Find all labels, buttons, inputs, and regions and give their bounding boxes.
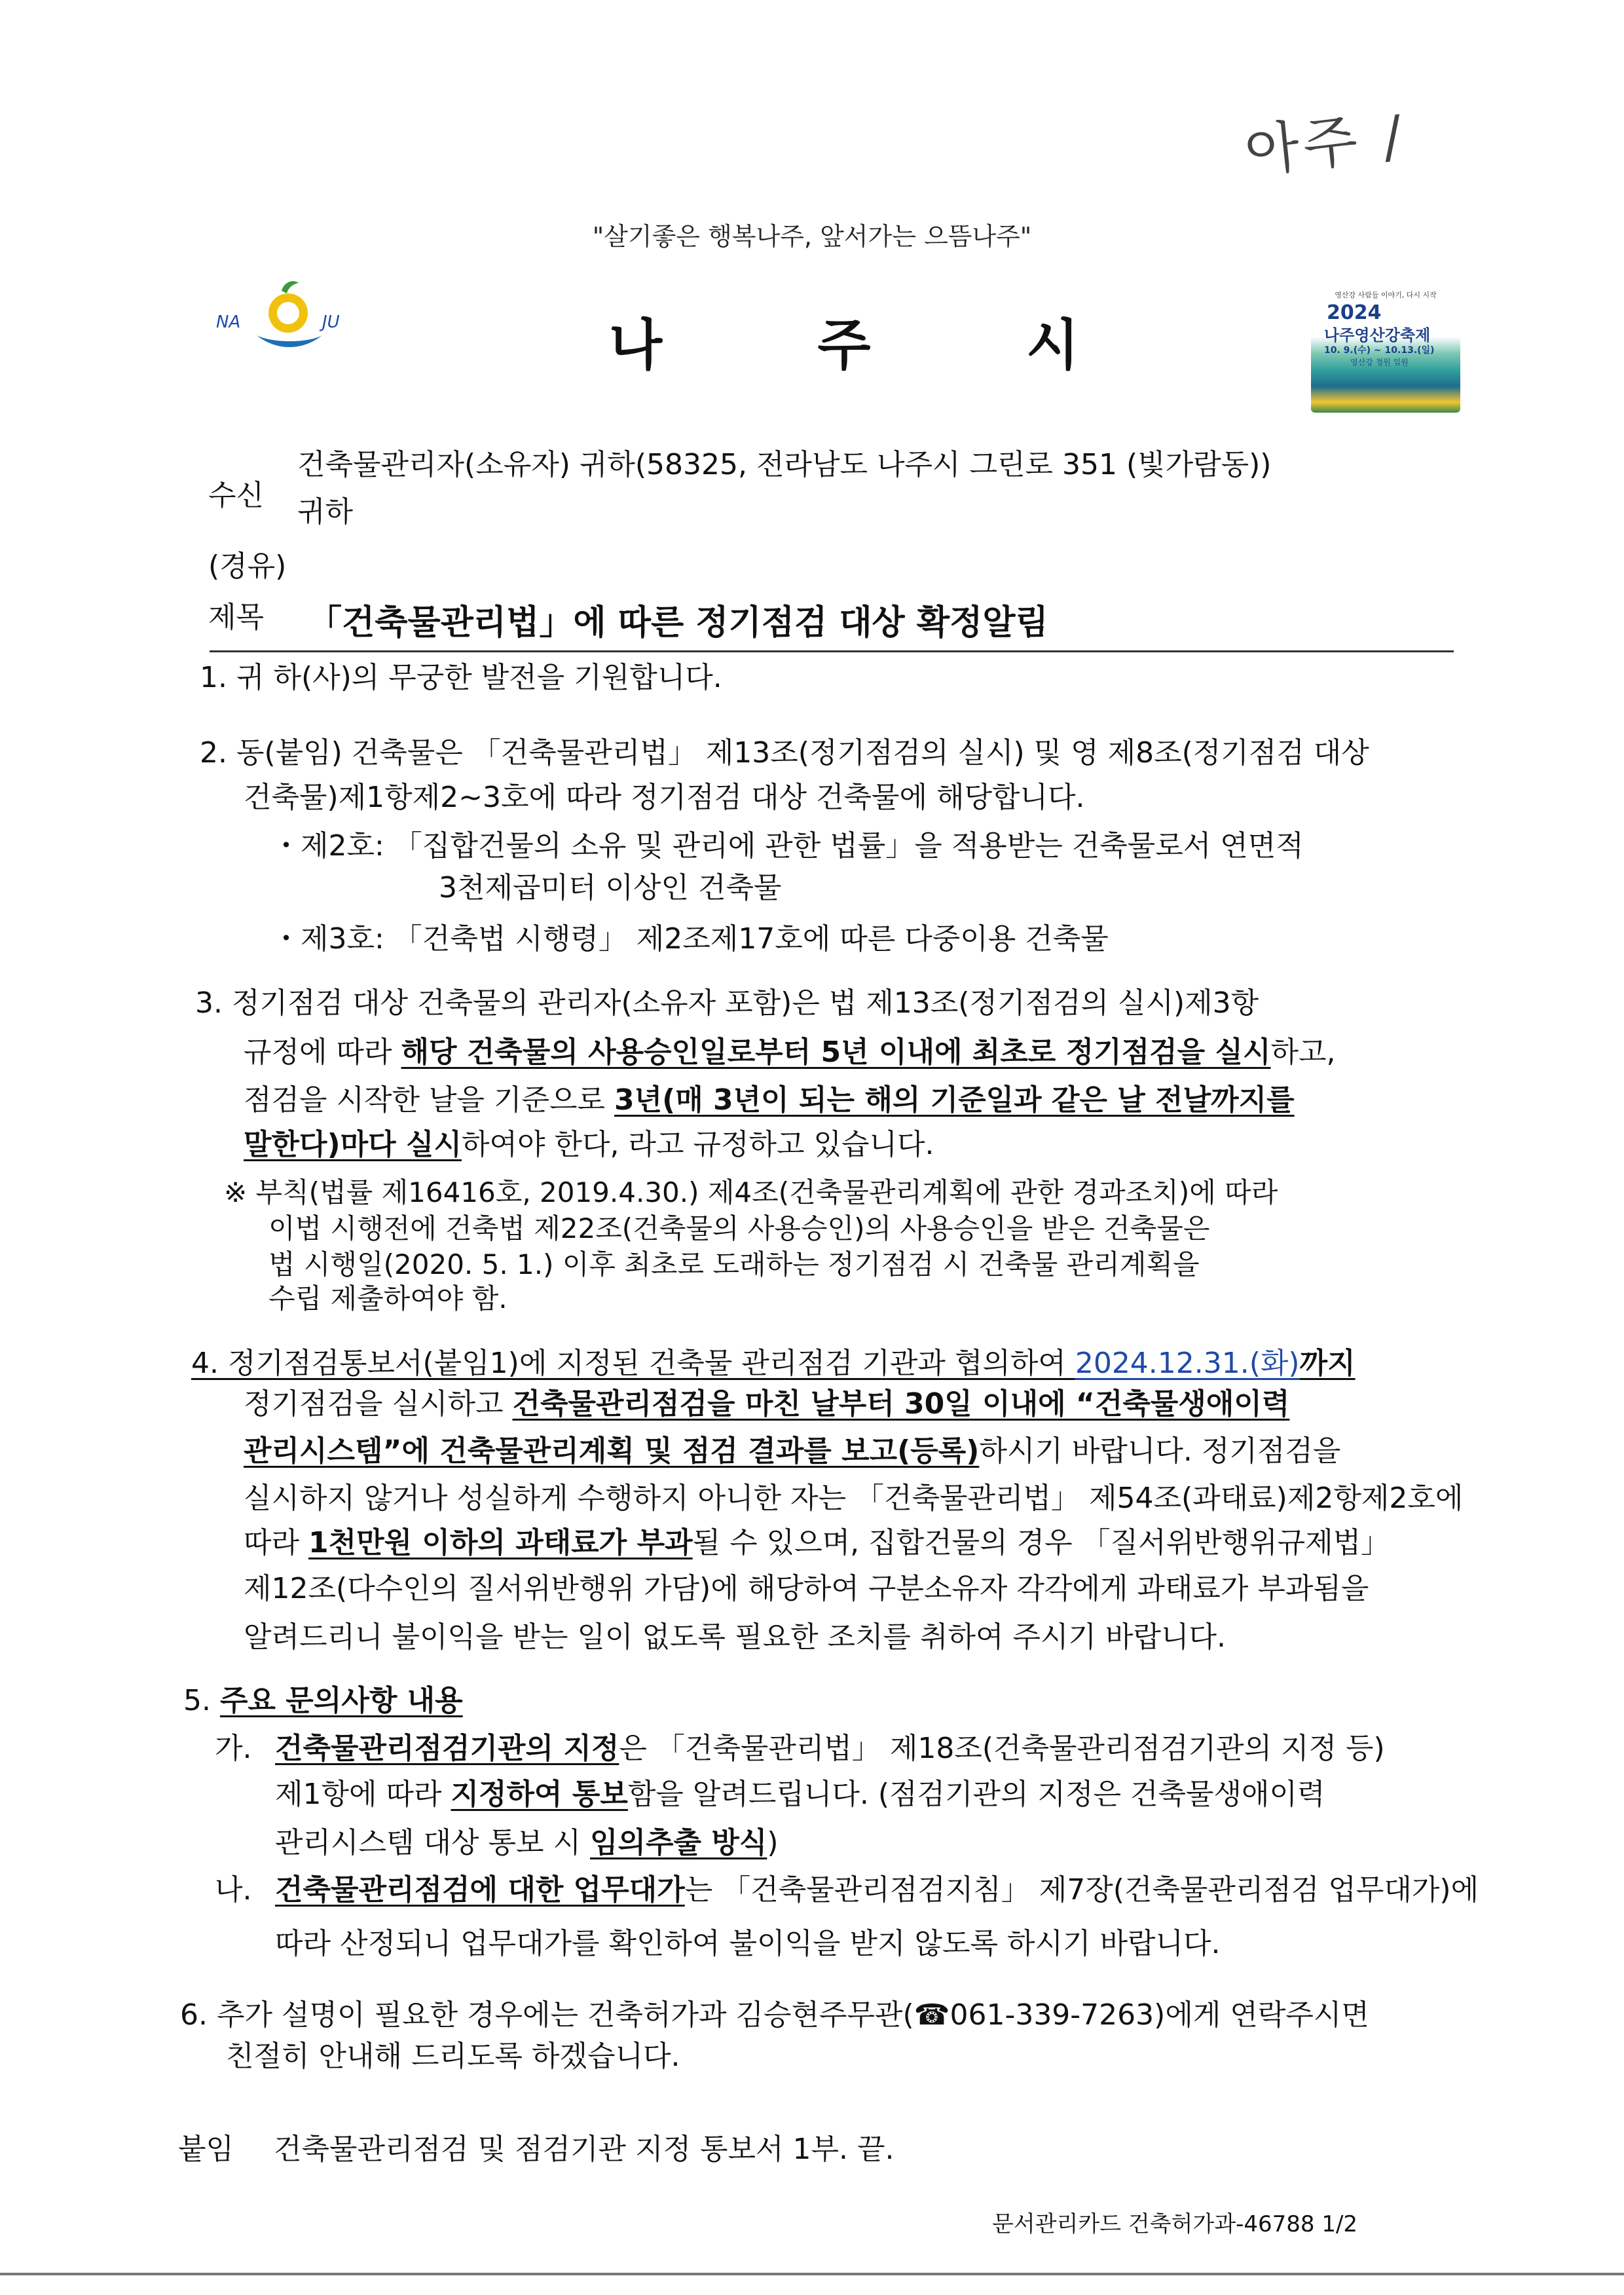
p4-deadline: 2024.12.31.(화) xyxy=(1075,1347,1300,1380)
paragraph-5b-line1 xyxy=(275,1873,1479,1907)
p5-b1-emph: 건축물관리점검에 대한 업무대가 xyxy=(275,1873,685,1907)
paragraph-2-bullet1-cont: 3천제곱미터 이상인 건축물 xyxy=(439,871,782,905)
org-char-1: 나 xyxy=(609,313,664,377)
p3-l2-post: 하고, xyxy=(1270,1036,1336,1069)
paragraph-2-bullet2: ・제3호: 「건축법 시행령」 제2조제17호에 따른 다중이용 건축물 xyxy=(272,922,1109,956)
p4-l2-pre: 정기점검을 실시하고 xyxy=(244,1387,513,1421)
paragraph-6-line2: 친절히 안내해 드리도록 하겠습니다. xyxy=(226,2040,680,2073)
org-char-3: 시 xyxy=(1025,313,1080,377)
naju-logo xyxy=(211,275,355,373)
paragraph-6-line1: 6. 추가 설명이 필요한 경우에는 건축허가과 김승현주무관(☎061-339-7263)에게 연락주시면 xyxy=(180,1998,1369,2032)
recipient-label: 수신 xyxy=(208,479,265,512)
p5-head: 주요 문의사항 내용 xyxy=(219,1684,463,1717)
recipient-line2: 귀하 xyxy=(297,495,354,529)
p4-l3-post: 하시기 바랍니다. 정기점검을 xyxy=(979,1434,1341,1468)
p3-l3-pre: 점검을 시작한 날을 기준으로 xyxy=(244,1083,614,1117)
p5-a1-emph: 건축물관리점검기관의 지정 xyxy=(275,1732,619,1765)
p5-a1-post: 은 「건축물관리법」 제18조(건축물관리점검기관의 지정 등) xyxy=(619,1732,1385,1765)
p3-l3-emph: 3년(매 3년이 되는 해의 기준일과 같은 날 전날까지를 xyxy=(614,1083,1295,1117)
handwritten-note: 아주 / xyxy=(1242,103,1409,185)
page-bottom-rule xyxy=(0,2273,1624,2275)
paragraph-3-note3: 법 시행일(2020. 5. 1.) 이후 최초로 도래하는 정기점검 시 건축물 관리계획을 xyxy=(268,1248,1200,1280)
organization-name xyxy=(609,301,1080,381)
p3-l2-emph: 해당 건축물의 사용승인일로부터 5년 이내에 최초로 정기점검을 실시 xyxy=(401,1036,1271,1069)
p5-a-num: 가. xyxy=(215,1732,252,1765)
p4-l3-emph: 관리시스템”에 건축물관리계획 및 점검 결과를 보고(등록) xyxy=(244,1434,980,1468)
attachment-label: 붙임 xyxy=(178,2133,234,2166)
subject-rule xyxy=(210,650,1454,652)
paragraph-3-note1: ※ 부칙(법률 제16416호, 2019.4.30.) 제4조(건축물관리계획에 관한 경과조치)에 따라 xyxy=(224,1176,1278,1208)
svg-text:NA: NA xyxy=(216,312,241,332)
paragraph-1: 1. 귀 하(사)의 무궁한 발전을 기원합니다. xyxy=(200,661,722,694)
paragraph-4-line4: 실시하지 않거나 성실하게 수행하지 아니한 자는 「건축물관리법」 제54조(과태료)제2항제2호에 xyxy=(244,1482,1464,1515)
paragraph-5-heading xyxy=(183,1684,463,1717)
subject-label: 제목 xyxy=(208,601,265,634)
paragraph-5b-line2: 따라 산정되니 업무대가를 확인하여 불이익을 받지 않도록 하시기 바랍니다. xyxy=(275,1927,1221,1960)
document-footer: 문서관리카드 건축허가과-46788 1/2 xyxy=(992,2211,1358,2237)
paragraph-3-line4 xyxy=(244,1130,934,1159)
paragraph-4-line7: 알려드리니 불이익을 받는 일이 없도록 필요한 조치를 취하여 주시기 바랍니다. xyxy=(244,1620,1226,1654)
svg-text:JU: JU xyxy=(322,312,340,332)
paragraph-3-note2: 이법 시행전에 건축법 제22조(건축물의 사용승인)의 사용승인을 받은 건축물은 xyxy=(268,1212,1210,1244)
paragraph-2-line2: 건축물)제1항제2~3호에 따라 정기점검 대상 건축물에 해당합니다. xyxy=(244,781,1085,814)
paragraph-5a-line2 xyxy=(275,1780,1325,1809)
p5-num: 5. xyxy=(183,1684,211,1717)
p3-l4-post: 하여야 한다, 라고 규정하고 있습니다. xyxy=(461,1128,934,1161)
p5-a2-post: 함을 알려드립니다. (점검기관의 지정은 건축물생애이력 xyxy=(627,1778,1325,1811)
p3-l4-emph: 말한다)마다 실시 xyxy=(244,1128,462,1161)
p5-a3-pre: 관리시스템 대상 통보 시 xyxy=(275,1826,590,1859)
festival-year: 2024 xyxy=(1327,301,1382,324)
paragraph-4-line3 xyxy=(244,1434,1341,1468)
festival-dates: 10. 9.(수) ~ 10.13.(일) xyxy=(1324,345,1435,356)
p4-l1-pre: 4. 정기점검통보서(붙임1)에 지정된 건축물 관리점검 기관과 협의하여 xyxy=(191,1347,1075,1380)
p3-l2-pre: 규정에 따라 xyxy=(244,1036,401,1069)
paragraph-3-line3 xyxy=(244,1083,1295,1117)
p5-b-num: 나. xyxy=(215,1873,252,1907)
paragraph-4-line5 xyxy=(244,1526,1390,1559)
paragraph-2-line1: 2. 동(붙임) 건축물은 「건축물관리법」 제13조(정기점검의 실시) 및 영 제8조(정기점검 대상 xyxy=(200,736,1369,770)
p4-l5-post: 될 수 있으며, 집합건물의 경우 「질서위반행위규제법」 xyxy=(692,1526,1390,1559)
festival-place: 영산강 정원 일원 xyxy=(1350,358,1409,367)
festival-badge xyxy=(1311,282,1460,413)
subject-title: 「건축물관리법」에 따른 정기점검 대상 확정알림 xyxy=(308,603,1048,643)
paragraph-4-line2 xyxy=(244,1387,1290,1421)
p4-l2-emph: 건축물관리점검을 마친 날부터 30일 이내에 “건축물생애이력 xyxy=(512,1387,1290,1421)
recipient-line1: 건축물관리자(소유자) 귀하(58325, 전라남도 나주시 그린로 351 (빛가람동)) xyxy=(297,448,1272,481)
paragraph-3-line1: 3. 정기점검 대상 건축물의 관리자(소유자 포함)은 법 제13조(정기점검의 실시)제3항 xyxy=(195,986,1259,1020)
festival-name: 나주영산강축제 xyxy=(1324,326,1431,345)
p4-l1-post: 까지 xyxy=(1299,1347,1356,1380)
paragraph-3-line2 xyxy=(244,1038,1335,1067)
paragraph-4-line1 xyxy=(191,1349,1356,1378)
p5-a2-pre: 제1항에 따라 xyxy=(275,1778,451,1811)
festival-tagline: 영산강 사람들 이야기, 다시 시작 xyxy=(1335,291,1437,299)
p5-a2-emph: 지정하여 통보 xyxy=(451,1778,628,1811)
org-char-2: 주 xyxy=(817,313,872,377)
paragraph-2-bullet1: ・제2호: 「집합건물의 소유 및 관리에 관한 법률」을 적용받는 건축물로서 연면적 xyxy=(272,829,1304,863)
via-label: (경유) xyxy=(208,550,287,583)
p5-a3-emph: 임의추출 방식 xyxy=(589,1826,767,1859)
paragraph-3-note4: 수립 제출하여야 함. xyxy=(268,1282,507,1315)
p4-fine: 1천만원 이하의 과태료가 부과 xyxy=(308,1526,693,1559)
p5-b1-post: 는 「건축물관리점검지침」 제7장(건축물관리점검 업무대가)에 xyxy=(684,1873,1479,1907)
paragraph-5a-line3 xyxy=(275,1826,779,1859)
p4-l5-pre: 따라 xyxy=(244,1526,308,1559)
slogan: "살기좋은 행복나주, 앞서가는 으뜸나주" xyxy=(592,222,1032,251)
p5-a3-post: ) xyxy=(767,1826,779,1859)
paragraph-5a-line1 xyxy=(275,1734,1385,1763)
attachment-text: 건축물관리점검 및 점검기관 지정 통보서 1부. 끝. xyxy=(274,2133,895,2166)
paragraph-4-line6: 제12조(다수인의 질서위반행위 가담)에 해당하여 구분소유자 각각에게 과태료가 부과됨을 xyxy=(244,1572,1369,1605)
